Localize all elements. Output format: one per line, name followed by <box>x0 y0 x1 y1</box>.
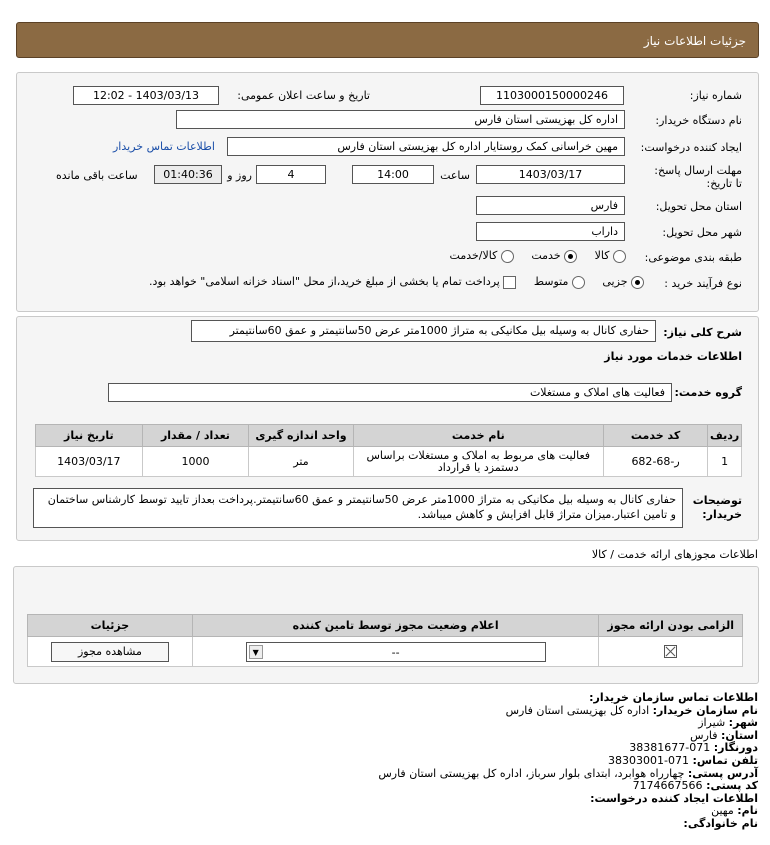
service-code: ر-68-682 <box>603 447 707 477</box>
licenses-table-header <box>28 615 743 637</box>
contact-province: فارس <box>690 728 718 742</box>
licenses-table <box>27 614 743 667</box>
unit: متر <box>249 447 353 477</box>
requester-label: ایجاد کننده درخواست: <box>640 141 742 154</box>
process-radio-group: جزیی متوسط پرداخت تمام یا بخشی از مبلغ خرید،از محل "اسناد خزانه اسلامی" خواهد بود. <box>149 275 644 289</box>
category-service-radio[interactable] <box>564 250 577 263</box>
col-unit: واحد اندازه گیری <box>249 425 353 447</box>
category-radio-group: کالا خدمت کالا/خدمت <box>450 249 626 263</box>
quantity: 1000 <box>142 447 249 477</box>
process-label: نوع فرآیند خرید : <box>664 277 742 290</box>
page-title: جزئیات اطلاعات نیاز <box>643 34 746 48</box>
licenses-title: اطلاعات مجوزهای ارائه خدمت / کالا <box>591 548 758 561</box>
remaining-time-label: ساعت باقی مانده <box>56 169 138 182</box>
need-number-label: شماره نیاز: <box>689 89 742 102</box>
category-goods-service-radio[interactable] <box>501 250 514 263</box>
deadline-date-field[interactable]: 1403/03/17 <box>476 165 625 184</box>
services-table-header <box>36 425 742 447</box>
buyer-contact-link[interactable]: اطلاعات تماس خریدار <box>113 140 215 153</box>
service-name: فعالیت های مربوط به املاک و مستغلات براساس دستمزد یا قرارداد <box>353 447 603 477</box>
province-field[interactable]: فارس <box>476 196 625 215</box>
service-group-field[interactable]: فعالیت های املاک و مستغلات <box>108 383 672 402</box>
service-group-label: گروه خدمت: <box>674 386 742 399</box>
deadline-label: مهلت ارسال پاسخ: تا تاریخ: <box>654 164 742 190</box>
need-date: 1403/03/17 <box>36 447 143 477</box>
contact-title: اطلاعات تماس سازمان خریدار: <box>589 691 758 704</box>
license-required-checkbox[interactable] <box>664 645 677 658</box>
deadline-time-field[interactable]: 14:00 <box>352 165 434 184</box>
contact-fax: 071-38381677 <box>629 741 711 755</box>
page-header <box>16 22 759 58</box>
col-service-name: نام خدمت <box>353 425 603 447</box>
contact-postal: 7174667566 <box>632 779 703 793</box>
contact-phone: 071-38303001 <box>608 753 690 767</box>
province-label: استان محل تحویل: <box>655 200 742 213</box>
city-field[interactable]: داراب <box>476 222 625 241</box>
col-quantity: تعداد / مقدار <box>142 425 249 447</box>
license-status-select[interactable]: -- ▼ <box>246 642 546 662</box>
announce-datetime-label: تاریخ و ساعت اعلان عمومی: <box>237 89 370 102</box>
process-minor-radio[interactable] <box>631 276 644 289</box>
col-need-date: تاریخ نیاز <box>36 425 143 447</box>
col-license-status: اعلام وضعیت مجوز توسط تامین کننده <box>192 615 599 637</box>
announce-datetime-field[interactable]: 1403/03/13 - 12:02 <box>73 86 219 105</box>
category-label: طبقه بندی موضوعی: <box>644 251 742 264</box>
contact-city: شیراز <box>698 716 726 730</box>
contact-address: چهارراه هوابرد، ابتدای بلوار سرباز، اداره کل بهزیستی استان فارس <box>378 766 685 780</box>
row-number: 1 <box>708 447 742 477</box>
treasury-payment-checkbox[interactable] <box>503 276 516 289</box>
summary-label: شرح کلی نیاز: <box>663 326 742 339</box>
buyer-org-label: نام دستگاه خریدار: <box>655 114 742 127</box>
buyer-org-field[interactable]: اداره کل بهزیستی استان فارس <box>176 110 625 129</box>
treasury-payment-note: پرداخت تمام یا بخشی از مبلغ خرید،از محل "اسناد خزانه اسلامی" خواهد بود. <box>149 275 500 288</box>
col-service-code: کد خدمت <box>603 425 707 447</box>
table-row[interactable] <box>36 447 742 477</box>
remaining-time-field: 01:40:36 <box>154 165 222 184</box>
creator-name: مهین <box>711 804 734 818</box>
chevron-down-icon[interactable]: ▼ <box>249 645 263 659</box>
view-license-button[interactable]: مشاهده مجوز <box>51 642 169 662</box>
col-license-required: الزامی بودن ارائه مجوز <box>599 615 743 637</box>
summary-field[interactable]: حفاری کانال به وسیله بیل مکانیکی به متراژ 1000متر عرض 50سانتیمتر و عمق 60سانتیمتر <box>191 320 656 342</box>
services-title: اطلاعات خدمات مورد نیاز <box>604 350 742 363</box>
process-medium-radio[interactable] <box>572 276 585 289</box>
requester-field[interactable]: مهین خراسانی کمک روستایار اداره کل بهزیستی استان فارس <box>227 137 625 156</box>
col-license-details: جزئیات <box>28 615 193 637</box>
days-label: روز و <box>227 169 252 182</box>
city-label: شهر محل تحویل: <box>662 226 742 239</box>
contact-org: اداره کل بهزیستی استان فارس <box>505 703 650 717</box>
creator-title: اطلاعات ایجاد کننده درخواست: <box>590 791 758 805</box>
category-goods-radio[interactable] <box>613 250 626 263</box>
buyer-notes-label: توضیحات خریدار: <box>692 494 742 521</box>
buyer-notes-field[interactable]: حفاری کانال به وسیله بیل مکانیکی به متراژ 1000متر عرض 50سانتیمتر و عمق 60سانتیمتر.پرداخت بعداز تایید توسط کارشناس ساختمان و تامین اعتبار.میزان متراژ قابل افزایش و کاهش میباشد. <box>33 488 683 528</box>
contact-info: اطلاعات تماس سازمان خریدار: نام سازمان خریدار: اداره کل بهزیستی استان فارس شهر: شیراز استان: فارس دورنگار: 071-38381677 تلفن تماس: 071-38303001 آدرس پستی: چهارراه هوابرد، ابتدای بلوار سرباز، اداره کل بهزیستی استان فارس کد پستی: 7174667566 اطلاعات ایجاد کننده درخواست: نام: مهین نام خانوادگی: <box>378 691 758 830</box>
services-table <box>35 424 742 477</box>
table-row <box>28 637 743 667</box>
deadline-time-label: ساعت <box>440 169 470 182</box>
col-row: ردیف <box>708 425 742 447</box>
need-number-field[interactable]: 1103000150000246 <box>480 86 624 105</box>
days-remaining-field[interactable]: 4 <box>256 165 326 184</box>
creator-family-label: نام خانوادگی: <box>683 816 758 830</box>
